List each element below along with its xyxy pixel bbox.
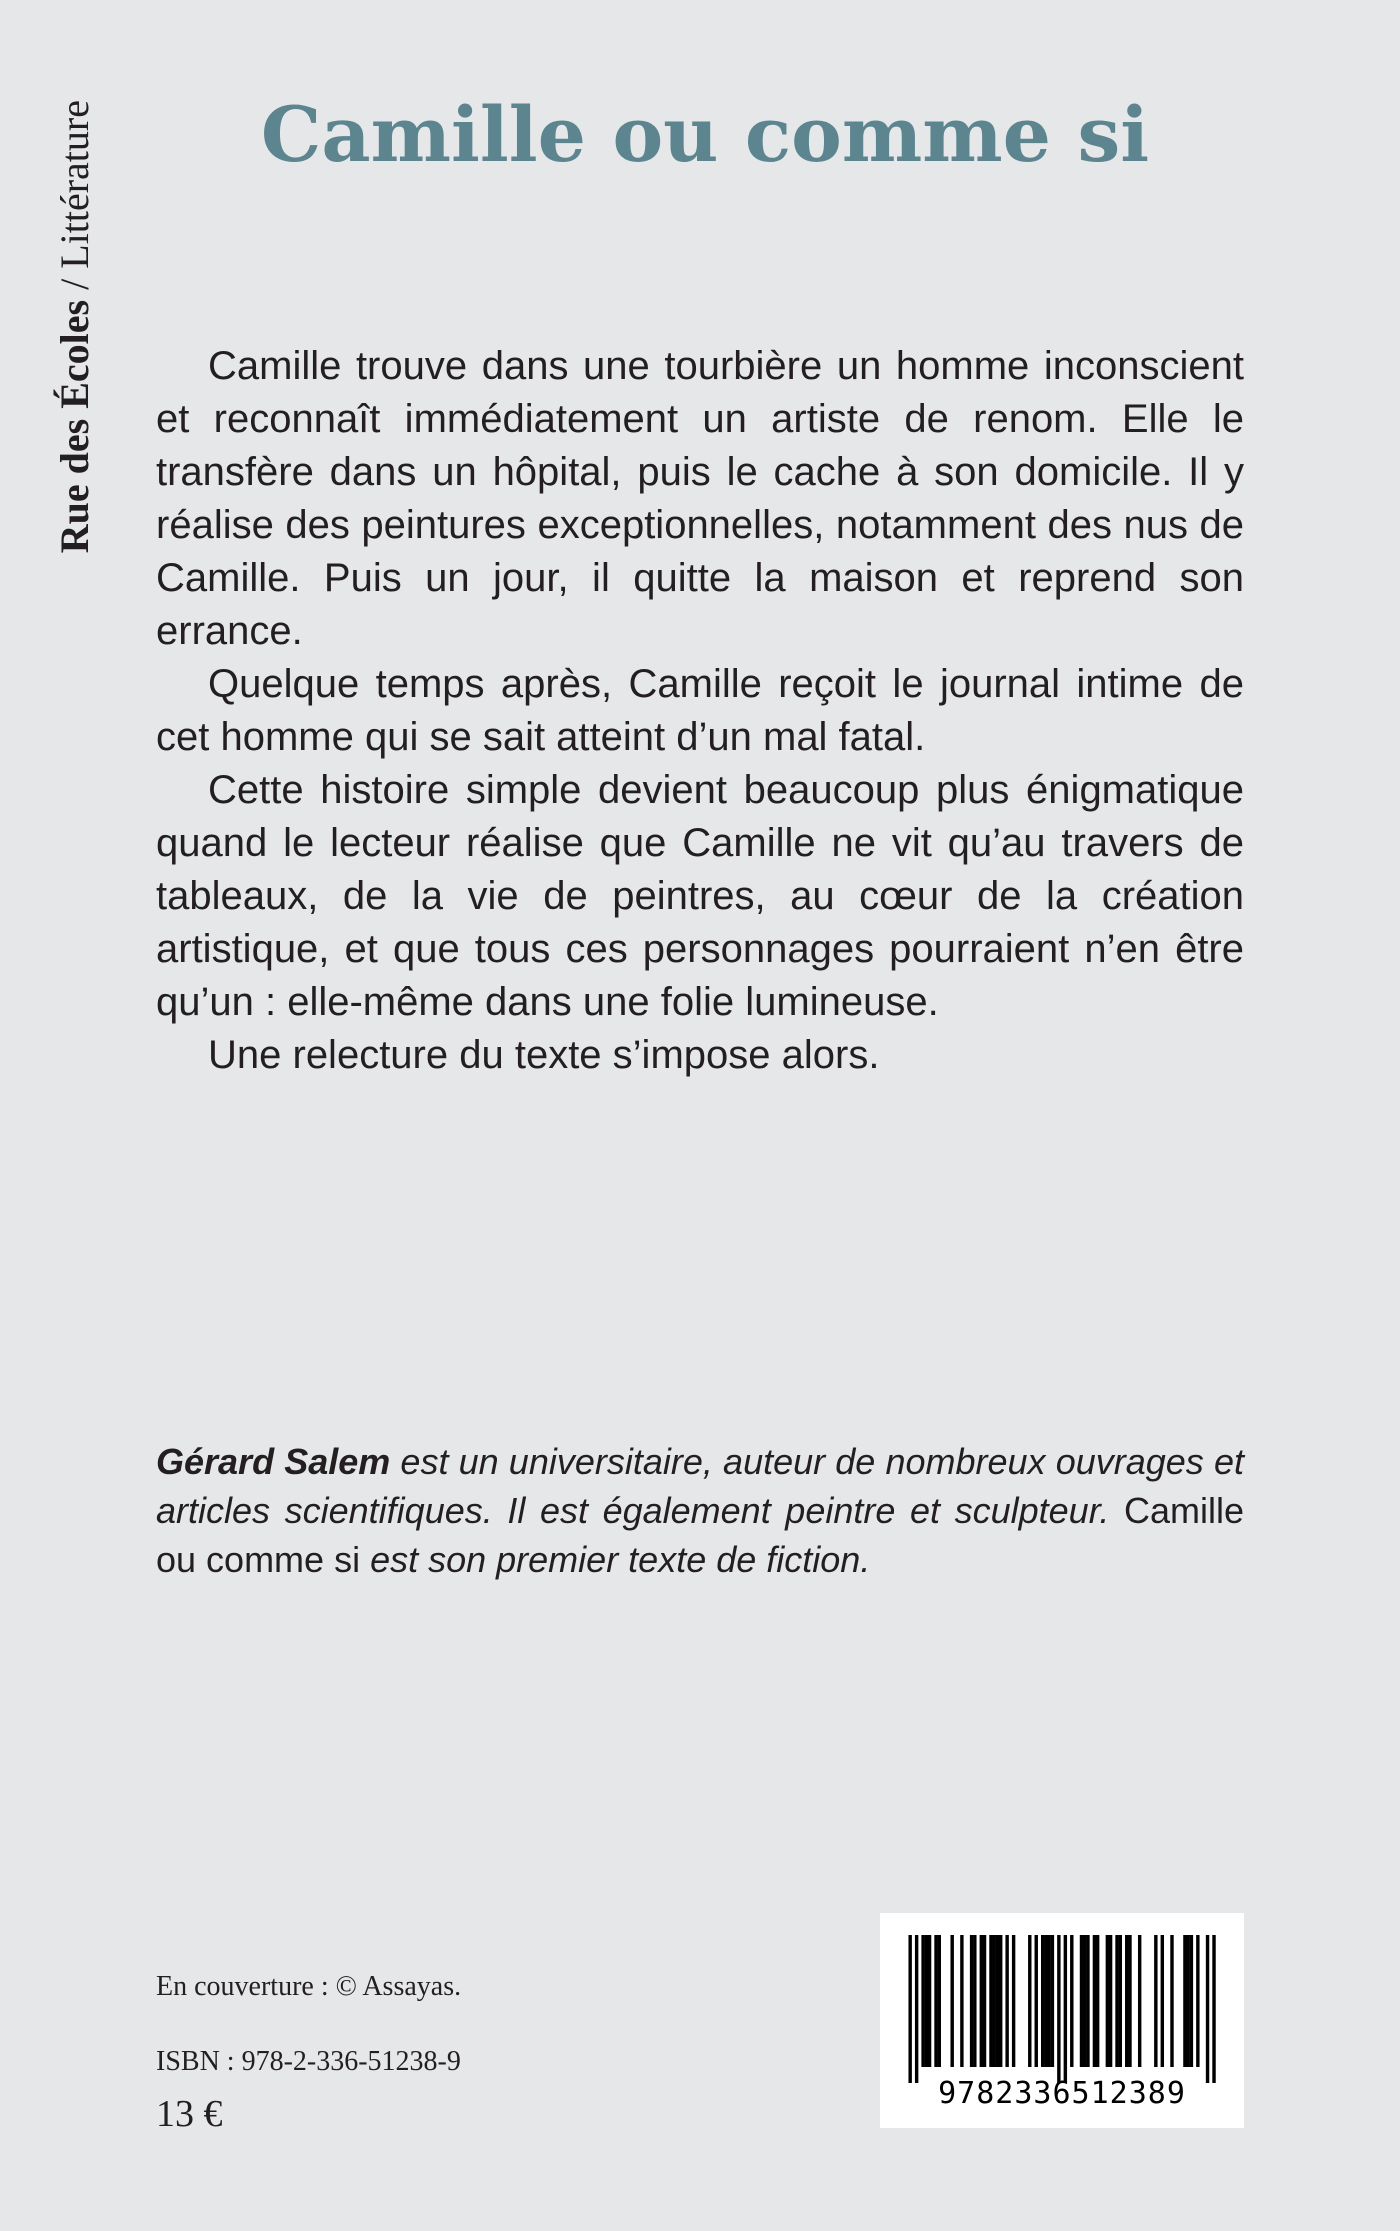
barcode-bar [950, 1935, 953, 2067]
series-separator: / [52, 268, 97, 300]
barcode-bar [980, 1935, 983, 2067]
barcode-bar [1012, 1935, 1015, 2067]
barcode-bar [1161, 1935, 1164, 2067]
barcode-bar [989, 1935, 992, 2067]
barcode-bar [1212, 1935, 1215, 2083]
barcode-bar [1005, 1935, 1008, 2067]
barcode-bar [1125, 1935, 1128, 2067]
summary-paragraph: Quelque temps après, Camille reçoit le journal intime de cet homme qui se sait atteint d’un mal fatal. [156, 662, 1244, 759]
barcode-bar [1186, 1935, 1189, 2067]
barcode-bar [1115, 1935, 1118, 2067]
summary-paragraph: Une relecture du texte s’impose alors. [208, 1033, 880, 1077]
barcode-digits: 9782336512389 [938, 2076, 1186, 2111]
barcode-bar [1044, 1935, 1047, 2067]
barcode-bar [1093, 1935, 1096, 2067]
barcode-bar [1170, 1935, 1173, 2067]
barcode-bar [1086, 1935, 1089, 2067]
barcode-bar [928, 1935, 931, 2067]
bio-text-2: est son premier texte de fiction. [360, 1539, 871, 1580]
barcode-bar [1109, 1935, 1112, 2067]
cover-credits: En couverture : © Assayas. [156, 1971, 462, 2002]
barcode-bar [921, 1935, 924, 2067]
series-label [50, 100, 100, 620]
barcode-bar [1119, 1935, 1122, 2067]
barcode-bar [1096, 1935, 1099, 2067]
barcode-bar [1028, 1935, 1031, 2067]
barcode-bar [1196, 1935, 1199, 2067]
barcode-bar [993, 1935, 996, 2067]
isbn: ISBN : 978-2-336-51238-9 [156, 2046, 461, 2077]
barcode-bar [1183, 1935, 1186, 2067]
barcode-bar [908, 1935, 911, 2083]
barcode-bar [1080, 1935, 1083, 2067]
barcode-bar [970, 1935, 973, 2067]
barcode-bar [1035, 1935, 1038, 2067]
barcode-bar [938, 1935, 941, 2067]
barcode-bars [902, 1935, 1222, 2083]
barcode-bar [1041, 1935, 1044, 2067]
barcode-bar [1057, 1935, 1060, 2083]
barcode-bar [983, 1935, 986, 2067]
barcode-bar [1206, 1935, 1209, 2083]
barcode-bar [1138, 1935, 1141, 2067]
summary-paragraph: Cette histoire simple devient beaucoup plus énigmatique quand le lecteur réalise que Camille ne vit qu’au travers de tableaux, de la vie de peintres, au cœur de la création artistique, et que tous ces personnages pourraient n’en être qu’un : elle-même dans une folie lumineuse. [156, 768, 1244, 1024]
bio-book-title: Camille ou comme si [156, 1490, 1244, 1580]
barcode-bar [1106, 1935, 1109, 2067]
barcode-bar [1154, 1935, 1157, 2067]
book-summary [156, 340, 1244, 1082]
barcode-bar [1190, 1935, 1193, 2067]
barcode-bar [1128, 1935, 1131, 2067]
barcode-bar [925, 1935, 928, 2067]
series-genre: Littérature [52, 100, 97, 269]
price: 13 € [156, 2093, 223, 2135]
author-name: Gérard Salem [156, 1441, 391, 1482]
book-title: Camille ou comme si [260, 90, 1150, 179]
barcode-bar [999, 1935, 1002, 2067]
barcode [880, 1913, 1244, 2128]
barcode-bar [1051, 1935, 1054, 2067]
barcode-bar [1047, 1935, 1050, 2067]
barcode-bar [1064, 1935, 1067, 2083]
barcode-bar [973, 1935, 976, 2067]
barcode-bar [915, 1935, 918, 2083]
barcode-bar [1083, 1935, 1086, 2067]
barcode-bar [934, 1935, 937, 2067]
series-name: Rue des Écoles [52, 299, 97, 554]
author-bio [156, 1437, 1244, 1584]
summary-paragraph: Camille trouve dans une tourbière un homme inconscient et reconnaît immédiatement un artiste de renom. Elle le transfère dans un hôpital, puis le cache à son domicile. Il y réalise des peintures exceptionnelles, notamment des nus de Camille. Puis un jour, il quitte la maison et reprend son errance. [156, 344, 1244, 653]
bio-text-1: est un universitaire, auteur de nombreux ouvrages et articles scientifiques. Il est également peintre et sculpteur. [156, 1441, 1244, 1531]
barcode-bar [960, 1935, 963, 2067]
barcode-bar [1070, 1935, 1073, 2067]
barcode-bar [996, 1935, 999, 2067]
